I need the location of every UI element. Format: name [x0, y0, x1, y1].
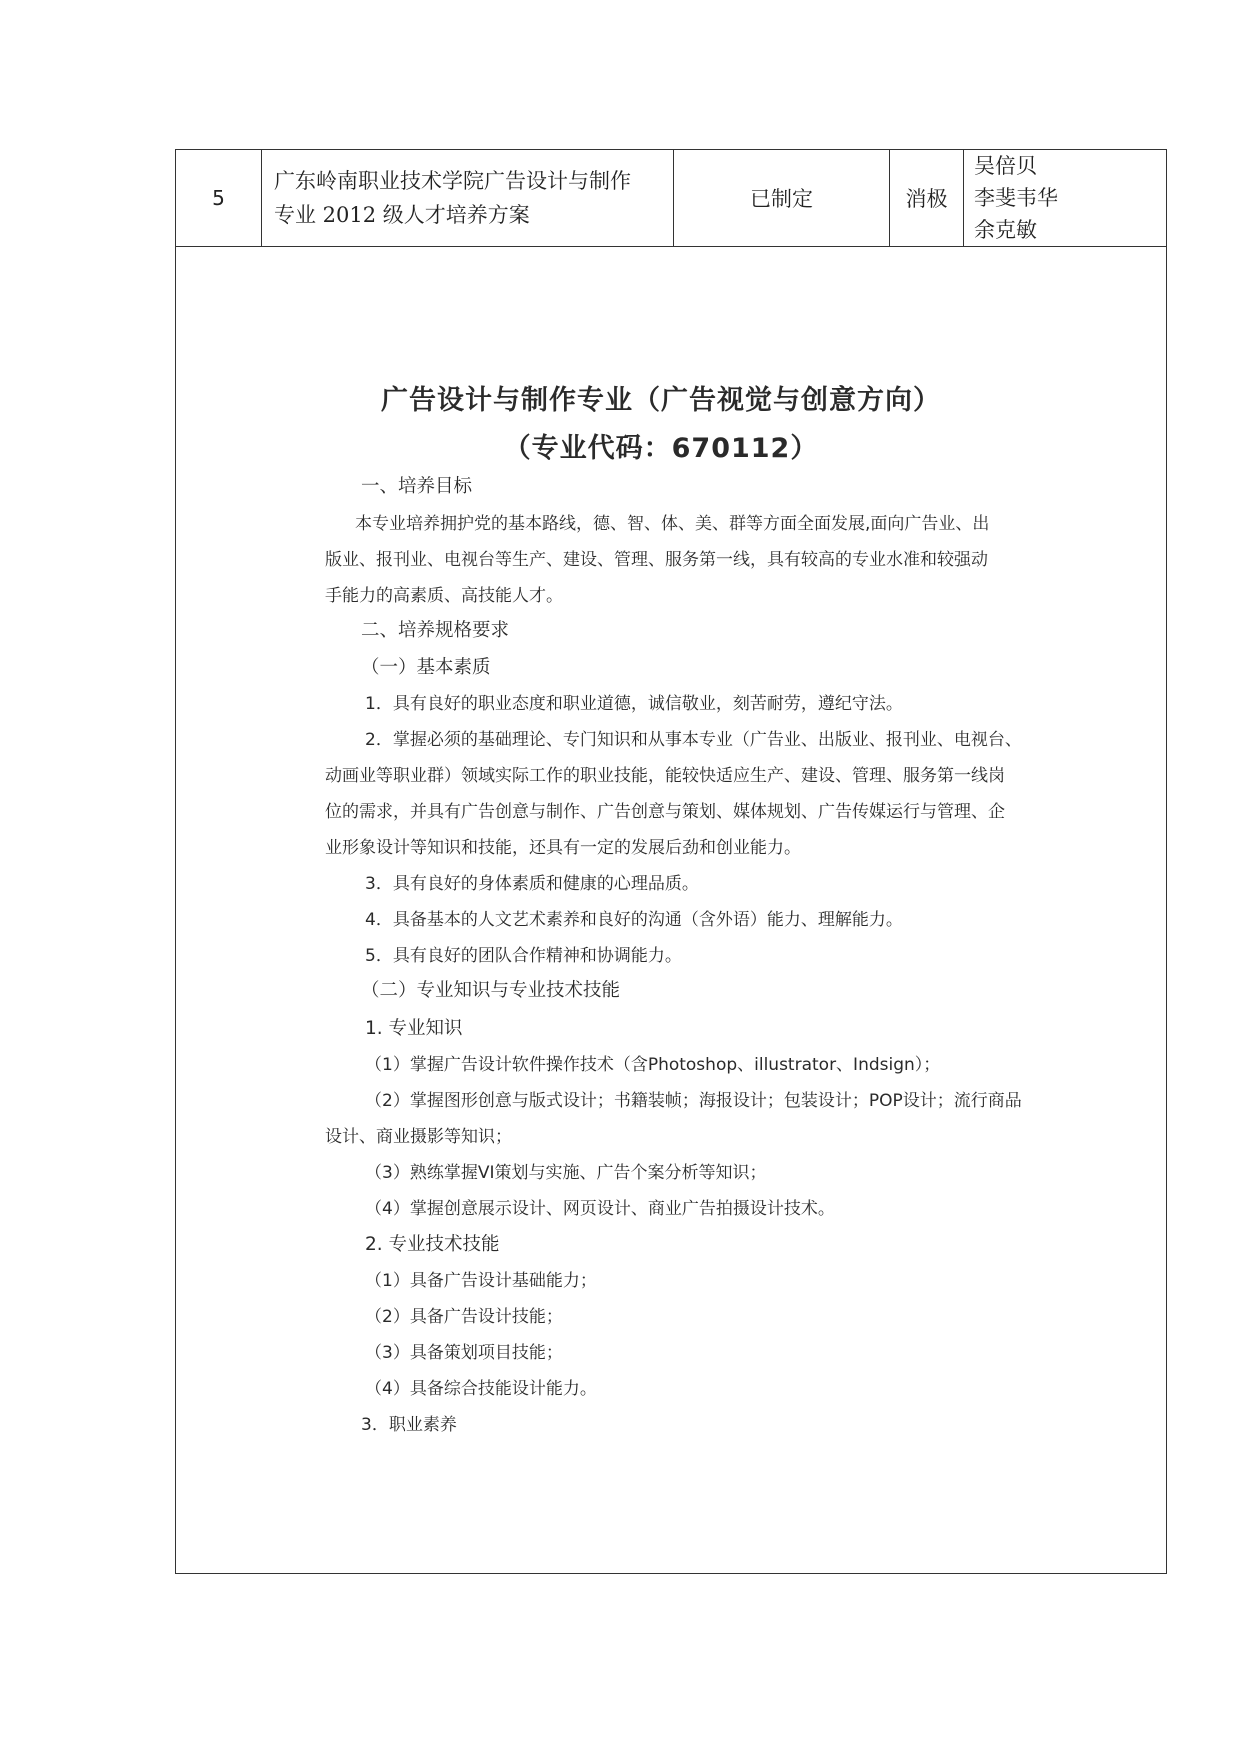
- doc-subtitle: （专业代码：670112）: [503, 433, 819, 464]
- status-cell: 已制定: [674, 150, 890, 246]
- people-cell: [964, 150, 1166, 246]
- plan-name-line2: 专业 2012 级人才培养方案: [274, 203, 530, 227]
- subsection-heading: 2. 专业技术技能: [365, 1234, 500, 1255]
- list-item: （4）具备综合技能设计能力。: [365, 1379, 597, 1399]
- list-item: 4．具备基本的人文艺术素养和良好的沟通（含外语）能力、理解能力。: [365, 910, 903, 930]
- subsection-heading: 3．职业素养: [361, 1415, 457, 1435]
- subsection-heading: 1. 专业知识: [365, 1018, 463, 1039]
- paragraph-line: 位的需求，并具有广告创意与制作、广告创意与策划、媒体规划、广告传媒运行与管理、企: [325, 802, 1005, 822]
- list-item: （3）具备策划项目技能；: [365, 1343, 563, 1363]
- section-heading: 一、培养目标: [361, 476, 473, 497]
- list-item: （2）掌握图形创意与版式设计；书籍装帧；海报设计；包装设计；POP设计；流行商品: [365, 1091, 1022, 1111]
- list-item: 5．具有良好的团队合作精神和协调能力。: [365, 946, 682, 966]
- list-item: （3）熟练掌握VI策划与实施、广告个案分析等知识；: [365, 1163, 767, 1183]
- list-item: 2．掌握必须的基础理论、专门知识和从事本专业（广告业、出版业、报刊业、电视台、: [365, 730, 1022, 750]
- person-name: 余克敏: [974, 218, 1037, 242]
- subsection-heading: （二）专业知识与专业技术技能: [361, 980, 621, 1001]
- paragraph-line: 业形象设计等知识和技能，还具有一定的发展后劲和创业能力。: [325, 838, 801, 858]
- subsection-heading: （一）基本素质: [361, 657, 491, 678]
- person-name: 吴倍贝: [974, 154, 1037, 178]
- paragraph-line: 本专业培养拥护党的基本路线，德、智、体、美、群等方面全面发展,面向广告业、出: [355, 514, 990, 534]
- list-item: （4）掌握创意展示设计、网页设计、商业广告拍摄设计技术。: [365, 1199, 835, 1219]
- person-name: 李斐韦华: [974, 186, 1058, 210]
- paragraph-line: 设计、商业摄影等知识；: [325, 1127, 512, 1147]
- list-item: （2）具备广告设计技能；: [365, 1307, 563, 1327]
- plan-table-row: [175, 149, 1167, 247]
- list-item: （1）掌握广告设计软件操作技术（含Photoshop、illustrator、Indsign）；: [365, 1055, 941, 1075]
- paragraph-line: 动画业等职业群）领域实际工作的职业技能，能较快适应生产、建设、管理、服务第一线岗: [325, 766, 1005, 786]
- paragraph-line: 手能力的高素质、高技能人才。: [325, 586, 563, 606]
- list-item: 3．具有良好的身体素质和健康的心理品质。: [365, 874, 699, 894]
- list-item: 1．具有良好的职业态度和职业道德，诚信敬业，刻苦耐劳，遵纪守法。: [365, 694, 903, 714]
- paragraph-line: 版业、报刊业、电视台等生产、建设、管理、服务第一线，具有较高的专业水准和较强动: [325, 550, 988, 570]
- list-item: （1）具备广告设计基础能力；: [365, 1271, 597, 1291]
- section-heading: 二、培养规格要求: [361, 620, 510, 641]
- plan-name-cell: [262, 150, 674, 246]
- doc-title: 广告设计与制作专业（广告视觉与创意方向）: [381, 385, 941, 416]
- row-number: 5: [176, 150, 262, 246]
- plan-name-line1: 广东岭南职业技术学院广告设计与制作: [274, 169, 631, 193]
- attitude-cell: 消极: [890, 150, 964, 246]
